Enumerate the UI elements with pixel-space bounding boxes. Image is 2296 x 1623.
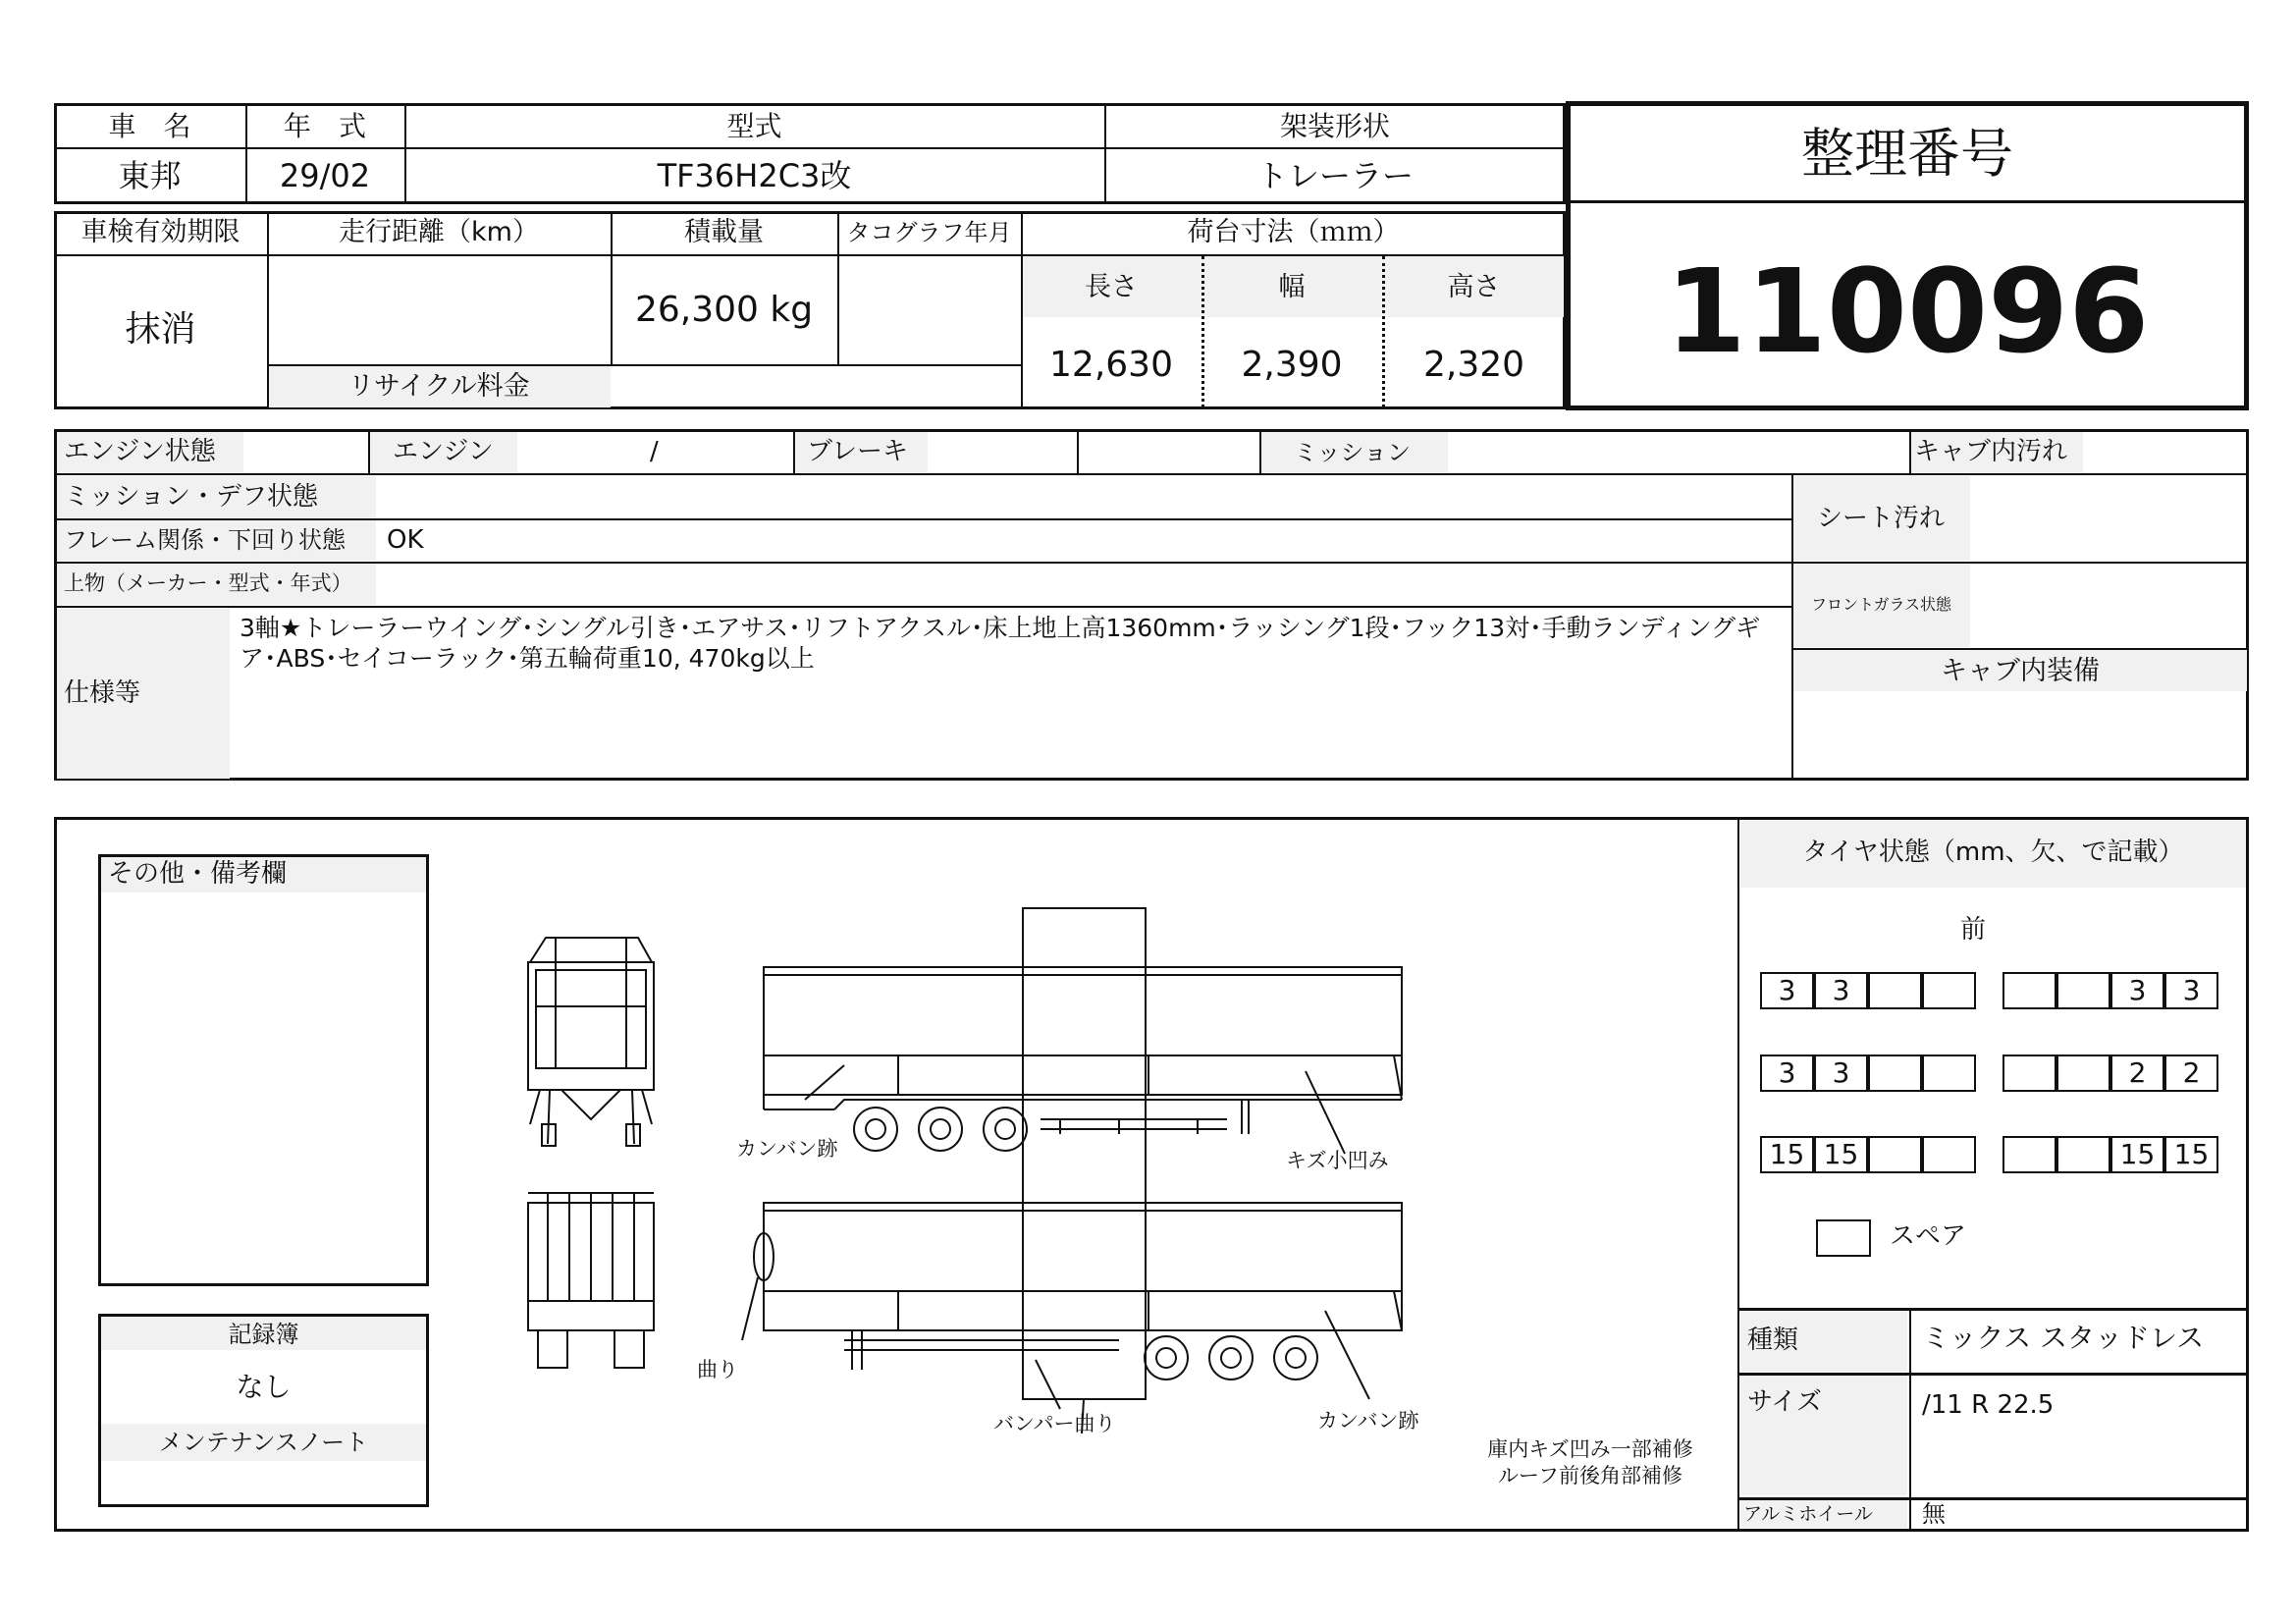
model-value: TF36H2C3改 (657, 157, 852, 194)
spec-label: 仕様等 (64, 678, 141, 708)
divider (1566, 200, 2249, 203)
mission-label: ミッション (1294, 439, 1412, 466)
body-type-label: 架装形状 (1279, 110, 1390, 142)
capacity-value: 26,300 kg (634, 290, 814, 330)
remarks-box (98, 854, 429, 1286)
aluminum-wheel-value: 無 (1922, 1500, 1946, 1528)
tire-depth: 15 (2110, 1136, 2164, 1173)
damage-note-interior-1: 庫内キズ凹み一部補修 (1487, 1437, 1693, 1461)
recycle-label: リサイクル料金 (347, 371, 530, 402)
divider (54, 606, 1791, 608)
cab-dirt-label: キャブ内汚れ (1914, 437, 2068, 466)
damage-note-interior-2: ルーフ前後角部補修 (1498, 1464, 1682, 1488)
mission-diff-label: ミッション・デフ状態 (64, 482, 318, 512)
tire-depth (2002, 1136, 2056, 1173)
frame-label: フレーム関係・下回り状態 (64, 526, 347, 554)
width-value: 2,390 (1241, 345, 1343, 385)
tire-depth (1868, 972, 1922, 1009)
remarks-label: その他・備考欄 (108, 859, 288, 889)
tire-depth (2056, 1055, 2110, 1092)
damage-note-signboard-1: カンバン跡 (736, 1137, 838, 1161)
upper-label: 上物（メーカー・型式・年式） (64, 571, 352, 595)
damage-note-bent: 曲り (697, 1358, 738, 1381)
spare-checkbox[interactable] (1816, 1219, 1871, 1257)
tire-depth (1922, 1055, 1976, 1092)
aluminum-wheel-label: アルミホイール (1743, 1503, 1873, 1525)
tire-depth: 2 (2110, 1055, 2164, 1092)
windshield-label: フロントガラス状態 (1811, 595, 1952, 614)
tire-depth (2056, 972, 2110, 1009)
tire-depth (1868, 1136, 1922, 1173)
tire-depth (2002, 972, 2056, 1009)
cab-equipment-label: キャブ内装備 (1941, 656, 2100, 686)
damage-note-scratch: キズ小凹み (1286, 1149, 1389, 1172)
tire-depth (1922, 1136, 1976, 1173)
engine-state-label: エンジン状態 (64, 437, 216, 466)
height-label: 高さ (1447, 272, 1501, 302)
tire-depth: 3 (1814, 1055, 1868, 1092)
divider (1077, 429, 1079, 473)
length-value: 12,630 (1049, 345, 1173, 385)
tire-depth: 3 (1814, 972, 1868, 1009)
bed-size-label: 荷台寸法（ｍｍ） (1187, 217, 1400, 247)
management-number-label: 整理番号 (1801, 123, 2013, 185)
tire-depth: 15 (2164, 1136, 2218, 1173)
tire-size-value: /11 R 22.5 (1922, 1390, 2055, 1420)
tire-depth (1868, 1055, 1922, 1092)
trailer-side-view-lower (754, 1203, 1402, 1380)
front-label: 前 (1959, 915, 1986, 945)
spec-text: 3軸★トレーラーウイング･シングル引き･エアサス･リフトアクスル･床上地上高1360mm･ラッシング1段･フック13対･手動ランディングギア･ABS･セイコーラック･第五輪荷重10, 470kg以上 (240, 614, 1761, 673)
capacity-label: 積載量 (684, 217, 764, 247)
tire-depth: 15 (1814, 1136, 1868, 1173)
year-label: 年 式 (283, 110, 366, 142)
tire-size-label: サイズ (1747, 1387, 1822, 1417)
tire-depth: 15 (1760, 1136, 1814, 1173)
trailer-top-view (1023, 908, 1146, 1399)
engine-label: エンジン (393, 437, 494, 466)
vehicle-name-label: 車 名 (108, 110, 191, 142)
width-label: 幅 (1278, 272, 1306, 302)
trailer-side-view-upper (764, 967, 1402, 1151)
length-label: 長さ (1085, 272, 1138, 302)
engine-slash: / (650, 437, 659, 466)
tire-depth: 3 (1760, 1055, 1814, 1092)
tire-depth: 2 (2164, 1055, 2218, 1092)
trailer-front-view (528, 938, 654, 1146)
model-label: 型式 (726, 110, 782, 142)
height-value: 2,320 (1422, 345, 1525, 385)
inspection-label: 車検有効期限 (80, 217, 240, 247)
year-value: 29/02 (279, 157, 371, 194)
tachograph-label: タコグラフ年月 (846, 219, 1012, 246)
tire-title: タイヤ状態（mm、欠、で記載） (1802, 838, 2184, 867)
tire-type-value: ミックス スタッドレス (1922, 1322, 2205, 1354)
seat-dirt-label: シート汚れ (1817, 504, 1946, 533)
divider (54, 473, 2249, 475)
brake-label: ブレーキ (807, 437, 908, 466)
divider (54, 147, 1566, 149)
inspection-value: 抹消 (125, 309, 196, 350)
tire-depth (2056, 1136, 2110, 1173)
spare-label: スペア (1890, 1221, 1967, 1251)
tire-type-label: 種類 (1747, 1325, 1799, 1355)
mileage-label: 走行距離（km） (339, 217, 539, 247)
frame-value: OK (387, 525, 424, 555)
maintenance-note-label: メンテナンスノート (158, 1429, 369, 1456)
tire-depth (2002, 1055, 2056, 1092)
damage-note-signboard-2: カンバン跡 (1317, 1409, 1419, 1433)
record-value: なし (236, 1371, 292, 1403)
tire-depth: 3 (2164, 972, 2218, 1009)
vehicle-name-value: 東邦 (118, 157, 182, 194)
tire-depth: 3 (2110, 972, 2164, 1009)
damage-note-bumper: バンパー曲り (993, 1412, 1116, 1435)
divider (1909, 1308, 1911, 1532)
record-label: 記録簿 (228, 1321, 299, 1348)
body-type-value: トレーラー (1255, 157, 1414, 194)
trailer-rear-view (528, 1193, 654, 1368)
tire-depth (1922, 972, 1976, 1009)
tire-depth: 3 (1760, 972, 1814, 1009)
management-number: 110096 (1665, 243, 2150, 379)
